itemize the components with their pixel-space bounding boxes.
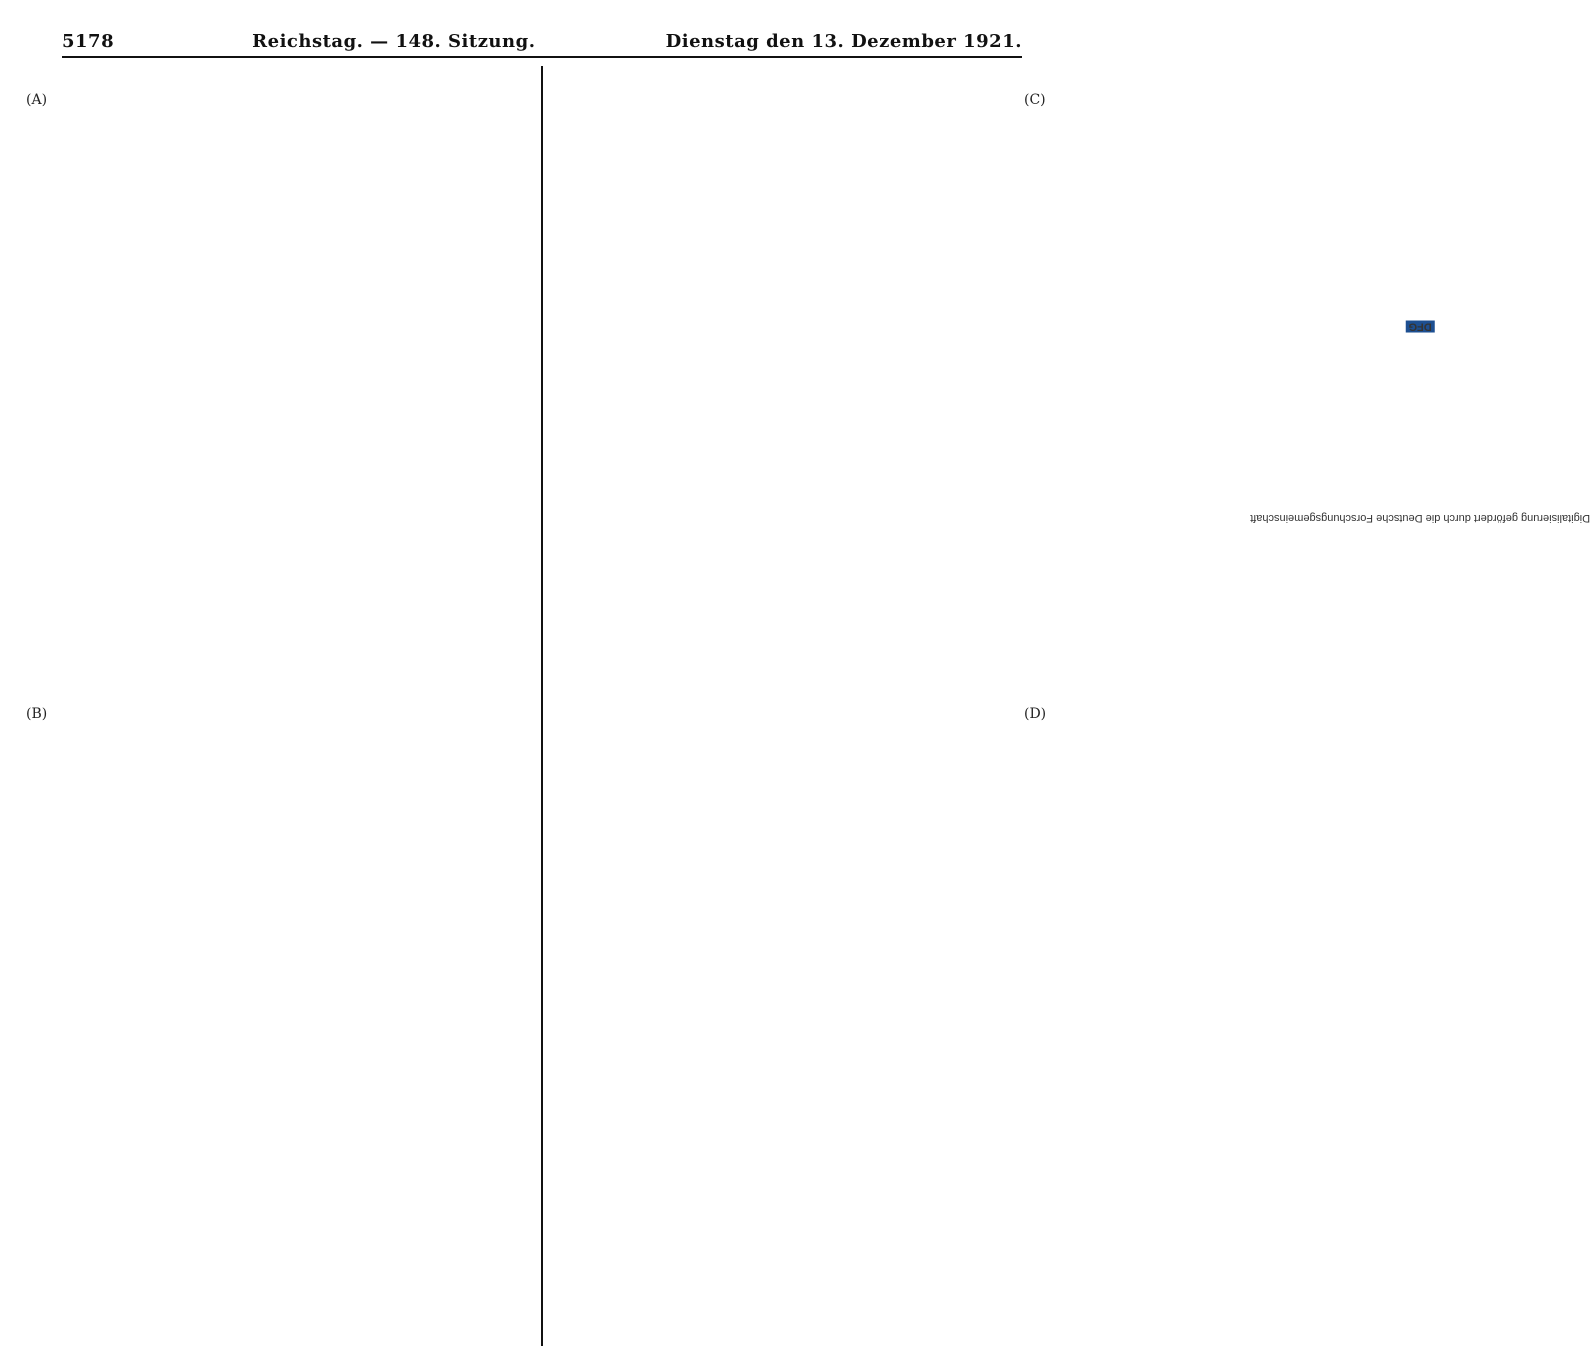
- left-column: [62, 66, 541, 1346]
- margin-marker-b: (B): [26, 706, 48, 722]
- digitization-note: [1250, 4, 1590, 996]
- margin-marker-c: (C): [1024, 92, 1046, 108]
- session-date: Dienstag den 13. Dezember 1921.: [665, 31, 1022, 52]
- page-inner: [26, 18, 1047, 1358]
- page: [26, 0, 1047, 978]
- page-number: 5178: [62, 31, 115, 52]
- digitization-note-text: Digitalisierung gefördert durch die Deutsche Forschungsgemeinschaft: [1250, 512, 1590, 525]
- right-column: [543, 66, 1022, 1346]
- margin-marker-d: (D): [1024, 706, 1047, 722]
- page-header: [62, 18, 1022, 58]
- session-title: Reichstag. — 148. Sitzung.: [252, 31, 536, 52]
- dfg-logo: DFG: [1405, 320, 1434, 332]
- margin-marker-a: (A): [26, 92, 48, 108]
- two-column-body: [26, 66, 1047, 1346]
